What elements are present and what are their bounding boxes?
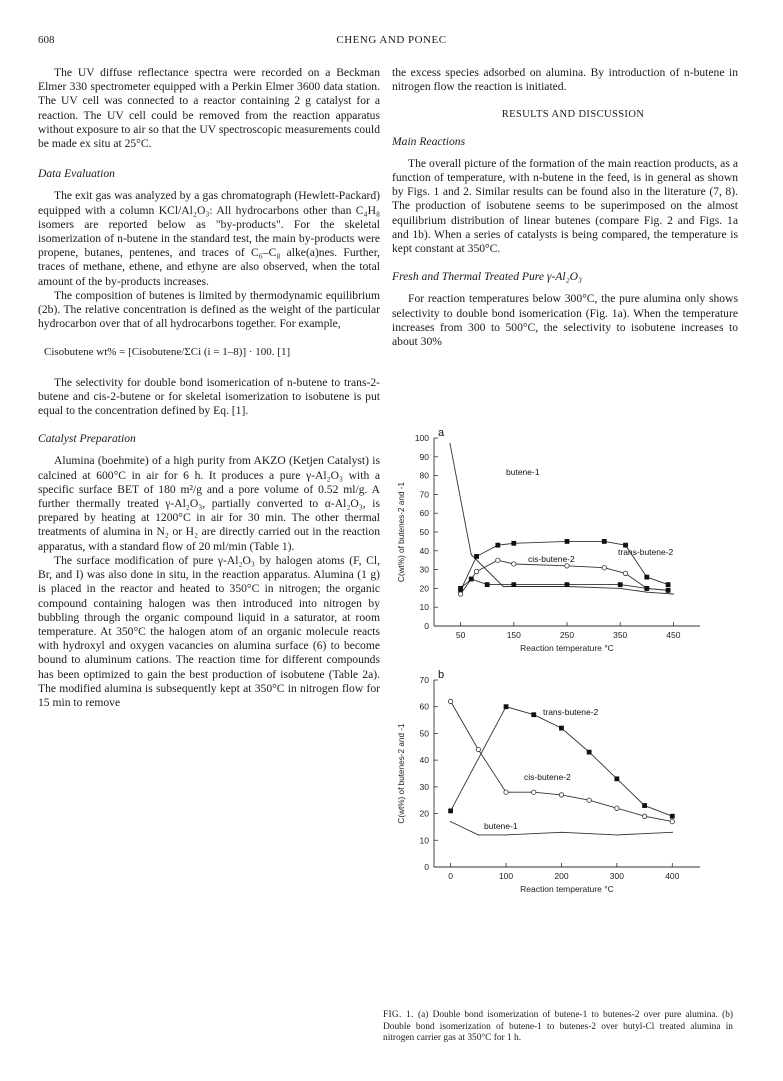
section-heading-results: RESULTS AND DISCUSSION <box>501 109 645 121</box>
data-point <box>670 814 675 819</box>
x-tick-label: 250 <box>559 630 575 640</box>
section-heading-catalyst-preparation: Catalyst Preparation <box>38 432 136 446</box>
section-heading-main-reactions: Main Reactions <box>392 134 466 148</box>
data-point <box>565 539 570 544</box>
y-tick-label: 50 <box>419 527 429 537</box>
data-point <box>449 443 450 444</box>
y-tick-label: 100 <box>414 433 429 443</box>
data-point <box>565 582 570 587</box>
data-point <box>495 543 500 548</box>
section-heading-data-evaluation: Data Evaluation <box>38 167 115 181</box>
series-line <box>450 444 673 594</box>
paragraph-composition: The composition of butenes is limited by thermodynamic equilibrium (2b). The relative concentration is defined as the weight of the particular hydrocarbon over that of all hydrocarbons together. For example, <box>38 288 380 331</box>
data-point <box>602 539 607 544</box>
series-label: cis-butene-2 <box>524 772 571 782</box>
series-line <box>461 560 668 594</box>
y-tick-label: 20 <box>419 583 429 594</box>
data-point <box>670 819 674 823</box>
page-number: 608 <box>38 34 55 46</box>
paragraph-alumina: Alumina (boehmite) of a high purity from AKZO (Ketjen Catalyst) is calcined at 600°C in air for 6 h. It produces a pure γ-Al₂O₃ with a specific surface BET of 180 m²/g and a pore volume of 0.52 ml/g. A further thermally treated γ-Al₂O₃, partially converted to α-Al₂O₃, is prepared by heating at 1200°C in air for 30 min. The other thermal treatments of alumina in N₂ or H₂ are directly carried out in the reaction apparatus, with a standard flow of 20 ml/min (Table 1). <box>38 454 380 553</box>
data-point <box>615 806 619 810</box>
data-point <box>478 834 479 835</box>
y-tick-label: 80 <box>419 470 429 481</box>
x-tick-label: 50 <box>455 630 466 640</box>
series-line <box>451 707 673 817</box>
panel-label: a <box>438 427 445 439</box>
paragraph-uv-spectra: The UV diffuse reflectance spectra were recorded on a Beckman Elmer 330 spectrometer equipped with a Perkin Elmer 3600 data station. The UV cell was connected to a reactor containing 2 g catalyst for a reaction. The UV cell could be removed from the reaction apparatus without exposure to air so that the UV spectroscopic measurements could be made ex situ at 25°C. <box>38 66 380 151</box>
data-point <box>565 564 569 568</box>
data-point <box>646 592 647 593</box>
y-axis-label: C(wt%) of butenes-2 and -1 <box>397 723 406 824</box>
series-label: butene-1 <box>506 467 540 477</box>
series-label: trans-butene-2 <box>618 547 674 557</box>
data-point <box>503 586 504 587</box>
series-label: trans-butene-2 <box>543 707 599 717</box>
paragraph-surface-modification: The surface modification of pure γ-Al₂O₃ by halogen atoms (F, Cl, Br, and I) was also done in situ, in the reaction apparatus. Alumina (1 g) is placed in the reactor and heated to 350°C in nitrogen; the organic compound containing halogen was then introduced into nitrogen by bubbling through the organic compound liquid in a saturator, at room temperature. At 350°C the halogen atom of an organic molecule reacts with hydroxyl and oxygen vacancies on alumina surface (6) to become bound to aluminum cations. The reaction time for different compounds has been optimized to gain the best production of isobutene (Table 2a). The modified alumina is subsequently kept at 350°C in nitrogen flow for 15 min to remove <box>38 553 380 709</box>
y-tick-label: 70 <box>419 675 429 685</box>
data-point <box>642 814 646 818</box>
data-point <box>504 790 508 794</box>
data-point <box>559 793 563 797</box>
x-tick-label: 100 <box>498 871 514 881</box>
data-point <box>512 562 516 566</box>
x-tick-label: 150 <box>506 630 521 640</box>
y-tick-label: 40 <box>419 545 429 556</box>
data-point <box>620 588 621 589</box>
data-point <box>474 569 478 573</box>
figure-caption-label: FIG. 1. <box>383 1010 414 1020</box>
data-point <box>531 712 536 717</box>
x-tick-label: 450 <box>666 630 681 640</box>
figure-1 <box>378 424 738 1006</box>
y-tick-label: 90 <box>419 451 429 462</box>
x-tick-label: 200 <box>554 871 569 881</box>
data-point <box>672 832 673 833</box>
data-point <box>458 586 463 591</box>
paragraph-reaction-temperatures: For reaction temperatures below 300°C, the pure alumina only shows selectivity to double bond isomerication (Fig. 1a). When the temperature increases from 300 to 500°C, the selectivity to isobutene increases to about 30% <box>392 292 738 349</box>
data-point <box>561 832 562 833</box>
data-point <box>673 593 674 594</box>
y-tick-label: 60 <box>419 701 429 712</box>
data-point <box>532 790 536 794</box>
y-tick-label: 60 <box>419 508 429 519</box>
y-tick-label: 50 <box>419 728 429 739</box>
data-point <box>618 582 623 587</box>
y-tick-label: 70 <box>419 489 429 500</box>
data-point <box>496 558 500 562</box>
left-column <box>38 66 380 710</box>
data-point <box>644 575 649 580</box>
data-point <box>485 582 490 587</box>
y-tick-label: 10 <box>419 602 429 613</box>
data-point <box>458 592 462 596</box>
series-label: butene-1 <box>484 821 518 831</box>
data-point <box>666 582 671 587</box>
series-line <box>451 701 673 821</box>
figure-caption-text: (a) Double bond isomerization of butene-1 to butenes-2 over pure alumina. (b) Double bond isomerization of butene-1 to butenes-2 over butyl-Cl treated alumina in nitrogen carrier gas at 350°C for 1 h. <box>383 1010 734 1044</box>
data-point <box>666 588 671 593</box>
y-tick-label: 0 <box>424 621 429 631</box>
data-point <box>504 704 509 709</box>
y-tick-label: 0 <box>424 862 429 872</box>
data-point <box>559 726 564 731</box>
x-tick-label: 400 <box>665 871 680 881</box>
figure-caption <box>383 1010 733 1045</box>
y-tick-label: 10 <box>419 835 429 846</box>
data-point <box>616 834 617 835</box>
data-point <box>511 582 516 587</box>
data-point <box>623 571 627 575</box>
data-point <box>450 821 451 822</box>
paragraph-selectivity: The selectivity for double bond isomerication of n-butene to trans-2-butene and cis-2-butene or for skeletal isomerization to isobutene is put equal to the concentration defined by Eq. [1]. <box>38 375 380 418</box>
section-heading-fresh-alumina: Fresh and Thermal Treated Pure γ-Al₂O₃ <box>392 270 583 284</box>
paragraph-overall-picture: The overall picture of the formation of the main reaction products, as a function of temperature, with n-butene in the feed, is in general as shown by Figs. 1 and 2. Similar results can be found also in the literature (7, 8). The production of isobutene seems to be superimposed on the almost equilibrium distribution of linear butenes (compare Fig. 2 and Figs. 1a and 1b). When a series of catalysts is being compared, the temperature is kept constant at 350°C. <box>392 156 738 256</box>
data-point <box>469 577 474 582</box>
data-point <box>587 798 591 802</box>
y-tick-label: 20 <box>419 808 429 819</box>
running-head: CHENG AND PONEC <box>336 34 447 46</box>
paragraph-exit-gas: The exit gas was analyzed by a gas chromatograph (Hewlett-Packard) equipped with a column KCl/Al₂O₃: All hydrocarbons other than C₄H₈ isomers are reported below as "by-products". For the skeletal isomerization of n-butene in the standard test, the main by-products were propene, butanes, pentenes, and traces of C₆–C₈ alke(a)nes. Further, traces of methane, ethene, and ethyne are also observed, when the total amount of the by-products increases. <box>38 189 380 288</box>
x-axis-label: Reaction temperature °C <box>520 643 614 653</box>
data-point <box>448 809 453 814</box>
data-point <box>505 834 506 835</box>
series-label: cis-butene-2 <box>528 554 575 564</box>
data-point <box>448 699 452 703</box>
data-point <box>476 747 480 751</box>
x-tick-label: 0 <box>448 871 453 881</box>
x-axis-label: Reaction temperature °C <box>520 884 614 894</box>
data-point <box>511 541 516 546</box>
data-point <box>474 554 479 559</box>
data-point <box>587 750 592 755</box>
right-column <box>392 66 738 349</box>
equation-1: Cisobutene wt% = [Cisobutene/ΣCi (i = 1–8)] · 100. [1] <box>44 346 291 359</box>
figure-1-charts <box>378 424 738 1006</box>
x-tick-label: 300 <box>609 871 624 881</box>
data-point <box>614 776 619 781</box>
y-tick-label: 30 <box>419 781 429 792</box>
data-point <box>602 566 606 570</box>
paragraph-continuation: the excess species adsorbed on alumina. By introduction of n-butene in nitrogen flow the reaction is initiated. <box>392 66 738 94</box>
y-tick-label: 30 <box>419 564 429 575</box>
data-point <box>644 586 649 591</box>
y-tick-label: 40 <box>419 755 429 766</box>
series-line <box>461 579 668 590</box>
y-axis-label: C(wt%) of butenes-2 and -1 <box>397 481 406 583</box>
data-point <box>471 554 472 555</box>
data-point <box>642 803 647 808</box>
x-tick-label: 350 <box>613 630 628 640</box>
panel-label: b <box>438 669 445 681</box>
